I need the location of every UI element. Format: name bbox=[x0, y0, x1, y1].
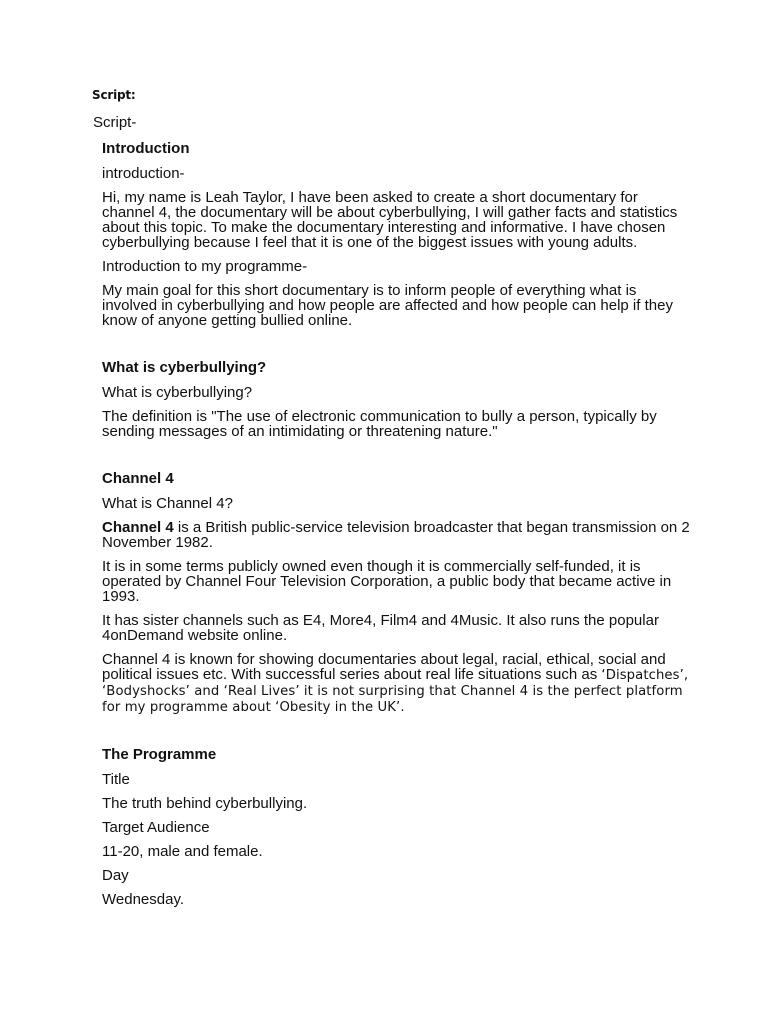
section-gap bbox=[102, 448, 692, 470]
programme-title-label: Title bbox=[102, 771, 130, 788]
channel4-paragraph-4-b: ‘Dispatches’, ‘Bodyshocks’ and ‘Real Lives’ it is not surprising that Channel 4 is the perfect platform for my programme about ‘Obesity in the UK’. bbox=[102, 668, 689, 715]
programme-audience-label: Target Audience bbox=[102, 819, 210, 836]
document-header: Script: bbox=[92, 88, 136, 102]
channel4-bold-name: Channel 4 bbox=[102, 519, 174, 536]
programme-day-label: Day bbox=[102, 867, 129, 884]
section-gap bbox=[102, 724, 692, 746]
programme-intro-paragraph: My main goal for this short documentary is to inform people of everything what is involved in cyberbullying and how people are affected and how people can help if they know of anyone getting bullied online. bbox=[102, 282, 673, 329]
programme-day-value: Wednesday. bbox=[102, 891, 184, 908]
channel4-paragraph-4-a: Channel 4 is known for showing documentaries about legal, racial, ethical, social and political issues etc. With successful series about real life situations such as bbox=[102, 651, 666, 683]
programme-intro-sub: Introduction to my programme- bbox=[102, 258, 308, 275]
programme-audience-value: 11-20, male and female. bbox=[102, 843, 263, 860]
programme-title-value: The truth behind cyberbullying. bbox=[102, 795, 308, 812]
channel4-paragraph-1-text: is a British public-service television broadcaster that began transmission on 2 November 1982. bbox=[102, 519, 690, 551]
heading-introduction: Introduction bbox=[102, 140, 190, 157]
heading-cyberbullying: What is cyberbullying? bbox=[102, 359, 267, 376]
heading-programme: The Programme bbox=[102, 746, 217, 763]
heading-channel4: Channel 4 bbox=[102, 470, 174, 487]
document-body bbox=[102, 140, 692, 916]
channel4-paragraph-3: It has sister channels such as E4, More4, Film4 and 4Music. It also runs the popular 4onDemand website online. bbox=[102, 612, 659, 644]
cyberbullying-definition: The definition is "The use of electronic communication to bully a person, typically by sending messages of an intimidating or threatening nature." bbox=[102, 408, 657, 440]
introduction-sub: introduction- bbox=[102, 165, 185, 182]
cyberbullying-sub: What is cyberbullying? bbox=[102, 384, 253, 401]
channel4-paragraph-4 bbox=[102, 652, 692, 715]
introduction-paragraph: Hi, my name is Leah Taylor, I have been asked to create a short documentary for channel 4, the documentary will be about cyberbullying, I will gather facts and statistics about this topic. To make the documentary interesting and informative. I have chosen cyberbullying because I feel that it is one of the biggest issues with young adults. bbox=[102, 189, 678, 251]
channel4-paragraph-1 bbox=[102, 520, 692, 550]
channel4-paragraph-2: It is in some terms publicly owned even though it is commercially self-funded, it is operated by Channel Four Television Corporation, a public body that became active in 1993. bbox=[102, 558, 672, 605]
channel4-sub: What is Channel 4? bbox=[102, 495, 233, 512]
script-label: Script- bbox=[93, 114, 137, 131]
section-gap bbox=[102, 337, 692, 359]
